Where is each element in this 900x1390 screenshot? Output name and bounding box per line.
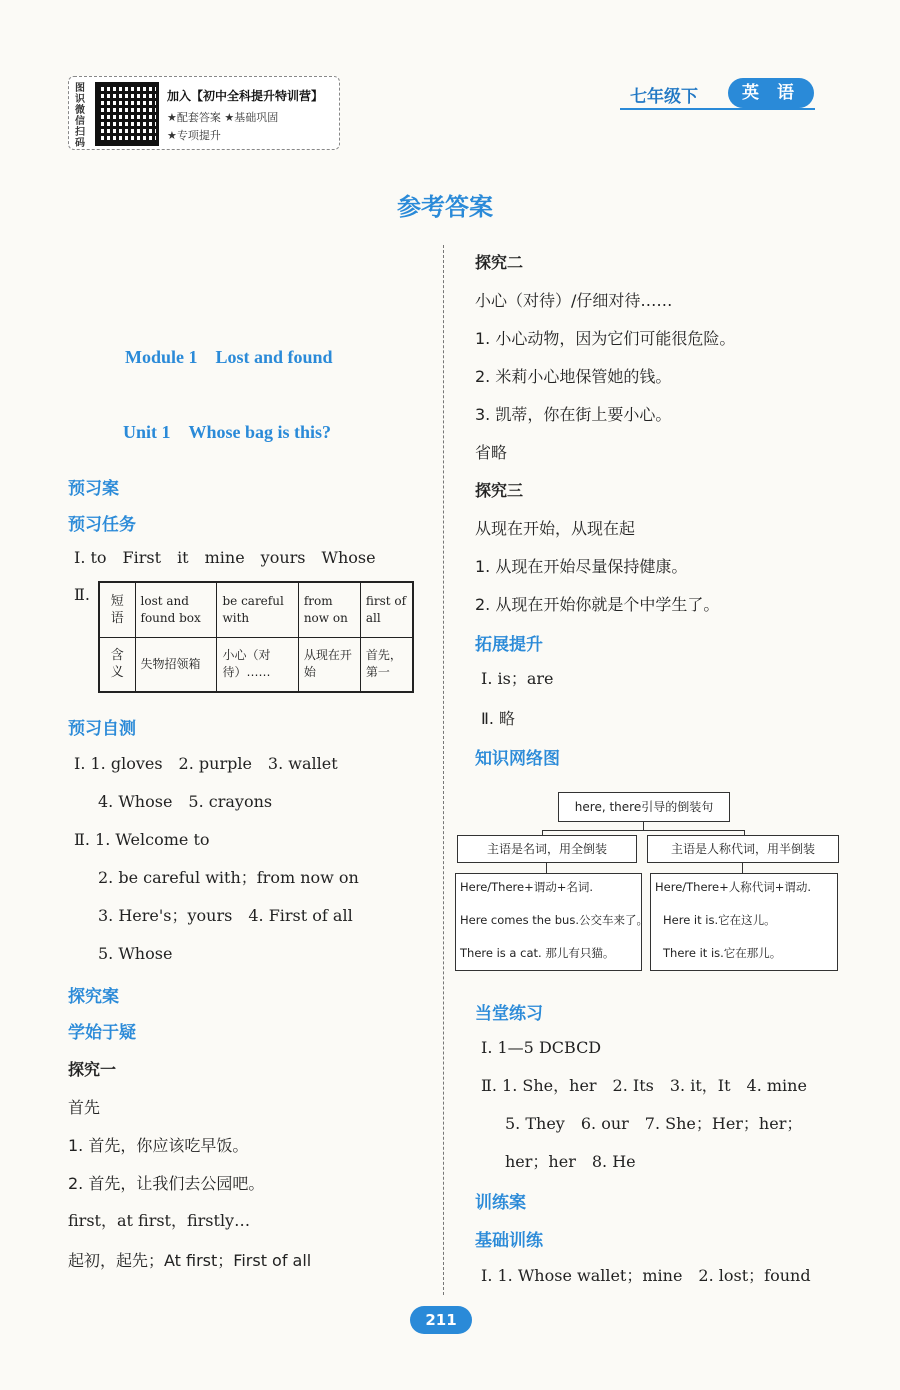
- self-test-line: 4. Whose 5. crayons: [98, 792, 273, 811]
- explore-3-heading: 探究三: [475, 481, 524, 500]
- expand-line: Ⅱ. 略: [481, 709, 516, 728]
- in-class-line: her；her 8. He: [505, 1152, 636, 1171]
- vocab-meaning: 首先，第一: [360, 637, 413, 692]
- section-training: 训练案: [475, 1193, 526, 1213]
- self-test-line: Ⅱ. 1. Welcome to: [74, 830, 210, 849]
- in-class-line: 5. They 6. our 7. She；Her；her；: [505, 1114, 803, 1133]
- vocab-phrase: first of all: [360, 582, 413, 637]
- map-connector: [742, 863, 743, 873]
- explore-2-line: 省略: [475, 443, 508, 462]
- section-expand: 拓展提升: [475, 635, 543, 655]
- section-preview-task: 预习任务: [68, 515, 136, 535]
- section-basic-training: 基础训练: [475, 1231, 543, 1251]
- map-connector: [542, 830, 744, 831]
- vocab-meaning: 从现在开始: [298, 637, 360, 692]
- basic-training-line: Ⅰ. 1. Whose wallet；mine 2. lost；found: [481, 1266, 811, 1285]
- map-root-node: here, there引导的倒装句: [558, 792, 730, 822]
- map-left-detail: [455, 873, 648, 971]
- explore-1-line: 首先: [68, 1098, 101, 1117]
- grade-label: 七年级下: [630, 87, 698, 107]
- vocab-meaning: 失物招领箱: [135, 637, 217, 692]
- task-1-answers: Ⅰ. to First it mine yours Whose: [74, 548, 376, 567]
- in-class-line: Ⅱ. 1. She，her 2. Its 3. it，It 4. mine: [481, 1076, 807, 1095]
- self-test-line: 3. Here's；yours 4. First of all: [98, 906, 353, 925]
- module-title: Module 1 Lost and found: [125, 347, 333, 367]
- section-doubt: 学始于疑: [68, 1023, 136, 1043]
- in-class-line: Ⅰ. 1—5 DCBCD: [481, 1038, 602, 1057]
- header-underline: [620, 108, 815, 110]
- self-test-line: 5. Whose: [98, 944, 173, 963]
- explore-2-line: 3. 凯蒂，你在街上要小心。: [475, 405, 672, 424]
- map-left-example: Here comes the bus.公交车来了。: [460, 913, 648, 927]
- vocab-table: [98, 581, 414, 693]
- qr-promo-line3: ★专项提升: [167, 129, 221, 142]
- explore-1-heading: 探究一: [68, 1060, 117, 1079]
- section-knowledge-map: 知识网络图: [475, 749, 560, 769]
- map-right-head: 主语是人称代词，用半倒装: [647, 835, 839, 863]
- map-left-head: 主语是名词，用全倒装: [457, 835, 637, 863]
- self-test-line: Ⅰ. 1. gloves 2. purple 3. wallet: [74, 754, 338, 773]
- explore-3-line: 1. 从现在开始尽量保持健康。: [475, 557, 688, 576]
- task-2-label: Ⅱ.: [74, 585, 90, 604]
- section-explore: 探究案: [68, 987, 119, 1007]
- vocab-meaning: 小心（对待）……: [217, 637, 298, 692]
- section-self-test: 预习自测: [68, 719, 136, 739]
- column-divider: [443, 245, 444, 1295]
- vocab-phrase: lost and found box: [135, 582, 217, 637]
- explore-2-line: 1. 小心动物，因为它们可能很危险。: [475, 329, 736, 348]
- qr-code-icon[interactable]: [95, 82, 159, 146]
- map-connector: [643, 822, 644, 830]
- map-connector: [546, 863, 547, 873]
- vocab-row-head-phrases: 短语: [99, 582, 135, 637]
- vocab-phrase: be careful with: [217, 582, 298, 637]
- explore-2-line: 2. 米莉小心地保管她的钱。: [475, 367, 672, 386]
- explore-2-line: 小心（对待）/仔细对待……: [475, 291, 673, 310]
- unit-title: Unit 1 Whose bag is this?: [123, 422, 332, 442]
- table-row: [99, 637, 413, 692]
- explore-1-line: 2. 首先，让我们去公园吧。: [68, 1174, 265, 1193]
- qr-promo-box: [68, 76, 340, 150]
- expand-line: Ⅰ. is；are: [481, 669, 554, 688]
- section-preview: 预习案: [68, 479, 119, 499]
- subject-badge: 英 语: [728, 78, 814, 108]
- explore-3-line: 从现在开始，从现在起: [475, 519, 636, 538]
- page-number: 211: [410, 1306, 472, 1334]
- vocab-phrase: from now on: [298, 582, 360, 637]
- table-row: [99, 582, 413, 637]
- map-left-rule: Here/There+谓动+名词.: [460, 880, 594, 894]
- map-right-example: Here it is.它在这儿。: [663, 913, 776, 927]
- explore-1-line: first，at first，firstly…: [68, 1211, 251, 1230]
- qr-side-label: 图识微信扫码: [75, 83, 85, 149]
- section-in-class: 当堂练习: [475, 1004, 543, 1024]
- vocab-row-head-meanings: 含义: [99, 637, 135, 692]
- map-right-example: There it is.它在那儿。: [663, 946, 782, 960]
- explore-1-line: 起初，起先；At first；First of all: [68, 1251, 312, 1270]
- map-left-example: There is a cat. 那儿有只猫。: [460, 946, 615, 960]
- qr-promo-line2: ★配套答案 ★基础巩固: [167, 111, 279, 124]
- explore-1-line: 1. 首先，你应该吃早饭。: [68, 1136, 249, 1155]
- self-test-line: 2. be careful with；from now on: [98, 868, 359, 887]
- map-right-detail: [650, 873, 838, 971]
- explore-2-heading: 探究二: [475, 253, 524, 272]
- map-right-rule: Here/There+人称代词+谓动.: [655, 880, 812, 894]
- explore-3-line: 2. 从现在开始你就是个中学生了。: [475, 595, 720, 614]
- qr-promo-line1: 加入【初中全科提升特训营】: [167, 89, 324, 103]
- page-title: 参考答案: [397, 193, 493, 221]
